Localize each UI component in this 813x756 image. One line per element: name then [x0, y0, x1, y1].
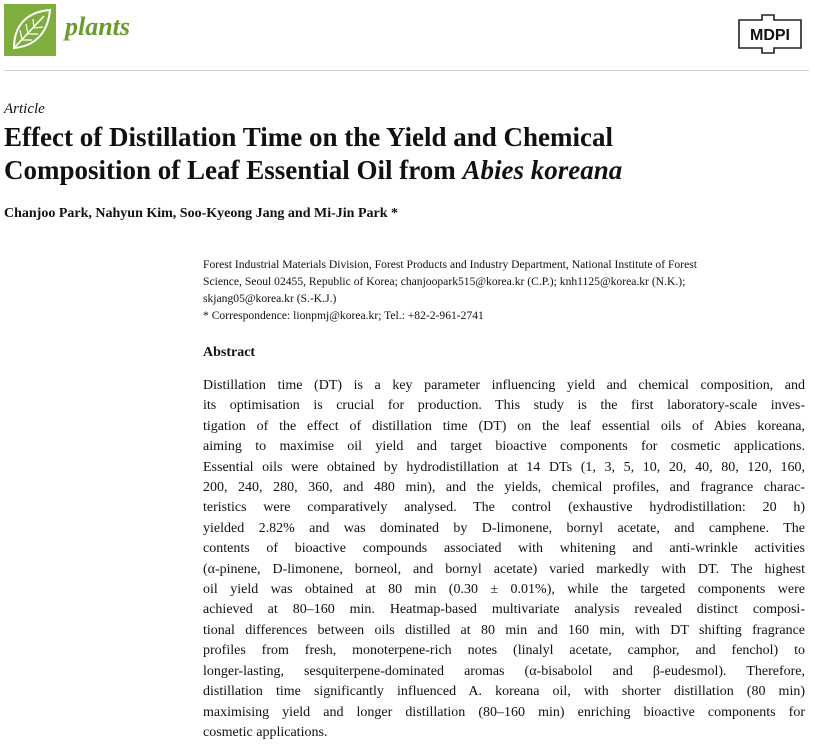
- abstract-line: (α-pinene, D-limonene, borneol, and bornyl acetate) varied markedly with DT. The highest: [203, 561, 805, 577]
- journal-logo[interactable]: [4, 4, 56, 56]
- abstract-line: its optimisation is crucial for production. This study is the first laboratory-scale inves-: [203, 398, 805, 414]
- leaf-icon: [4, 4, 56, 56]
- abstract-line: profiles from fresh, monoterpene-rich notes (linalyl acetate, camphor, and fenchol) to: [203, 643, 805, 659]
- abstract-line: aiming to maximise oil yield and target bioactive components for cosmetic applications.: [203, 439, 805, 455]
- abstract-line: Essential oils were obtained by hydrodistillation at 14 DTs (1, 3, 5, 10, 20, 40, 80, 120, 160,: [203, 459, 805, 475]
- abstract-body: [203, 376, 805, 743]
- affiliation-line: Forest Industrial Materials Division, Forest Products and Industry Department, National Institute of Forest: [203, 258, 697, 271]
- affiliation-line: Science, Seoul 02455, Republic of Korea; chanjoopark515@korea.kr (C.P.); knh1125@korea.kr (N.K.);: [203, 275, 686, 288]
- abstract-line: distillation time significantly influenced A. koreana oil, with shorter distillation (80 min): [203, 684, 805, 700]
- abstract-line: maximising yield and longer distillation (80–160 min) enriching bioactive components for: [203, 704, 805, 720]
- article-title: [4, 121, 804, 187]
- affiliation-line: skjang05@korea.kr (S.-K.J.): [203, 292, 337, 305]
- title-species: Abies koreana: [462, 155, 623, 185]
- abstract-line: Distillation time (DT) is a key parameter influencing yield and chemical composition, and: [203, 378, 805, 393]
- mdpi-logo[interactable]: [738, 14, 802, 54]
- correspondence-line: * Correspondence: lionpmj@korea.kr; Tel.: +82-2-961-2741: [203, 309, 484, 322]
- abstract-line: cosmetic applications.: [203, 724, 328, 740]
- abstract-line: tigation of the effect of distillation time (DT) on the leaf essential oils of Abies koreana,: [203, 418, 805, 434]
- journal-header: [0, 0, 813, 70]
- abstract-line: 200, 240, 280, 360, and 480 min), and the yields, chemical profiles, and fragrance charac-: [203, 480, 805, 496]
- abstract-line: longer-lasting, sesquiterpene-dominated aromas (α-bisabolol and β-eudesmol). Therefore,: [203, 663, 805, 679]
- article-type: Article: [4, 101, 45, 117]
- title-line-2: Composition of Leaf Essential Oil from: [4, 155, 463, 185]
- journal-name[interactable]: plants: [65, 12, 131, 41]
- publisher-name: MDPI: [750, 27, 790, 44]
- abstract-line: contents of bioactive compounds associated with whitening and anti-wrinkle activities: [203, 541, 805, 557]
- abstract-line: tional differences between oils distilled at 80 min and 160 min, with DT shifting fragrance: [203, 622, 805, 638]
- header-divider: [4, 70, 809, 71]
- abstract-line: teristics were comparatively analysed. The control (exhaustive hydrodistillation: 20 h): [203, 500, 805, 516]
- abstract-line: yielded 2.82% and was dominated by D-limonene, bornyl acetate, and camphene. The: [203, 520, 805, 536]
- title-line-1: Effect of Distillation Time on the Yield and Chemical: [4, 122, 613, 152]
- abstract-heading: Abstract: [203, 345, 256, 360]
- abstract-line: oil yield was obtained at 80 min (0.30 ± 0.01%), while the targeted components were: [203, 582, 805, 598]
- author-list: Chanjoo Park, Nahyun Kim, Soo-Kyeong Jang and Mi-Jin Park *: [4, 206, 398, 221]
- affiliation-block: [203, 256, 803, 324]
- abstract-line: achieved at 80–160 min. Heatmap-based multivariate analysis revealed distinct composi-: [203, 602, 805, 618]
